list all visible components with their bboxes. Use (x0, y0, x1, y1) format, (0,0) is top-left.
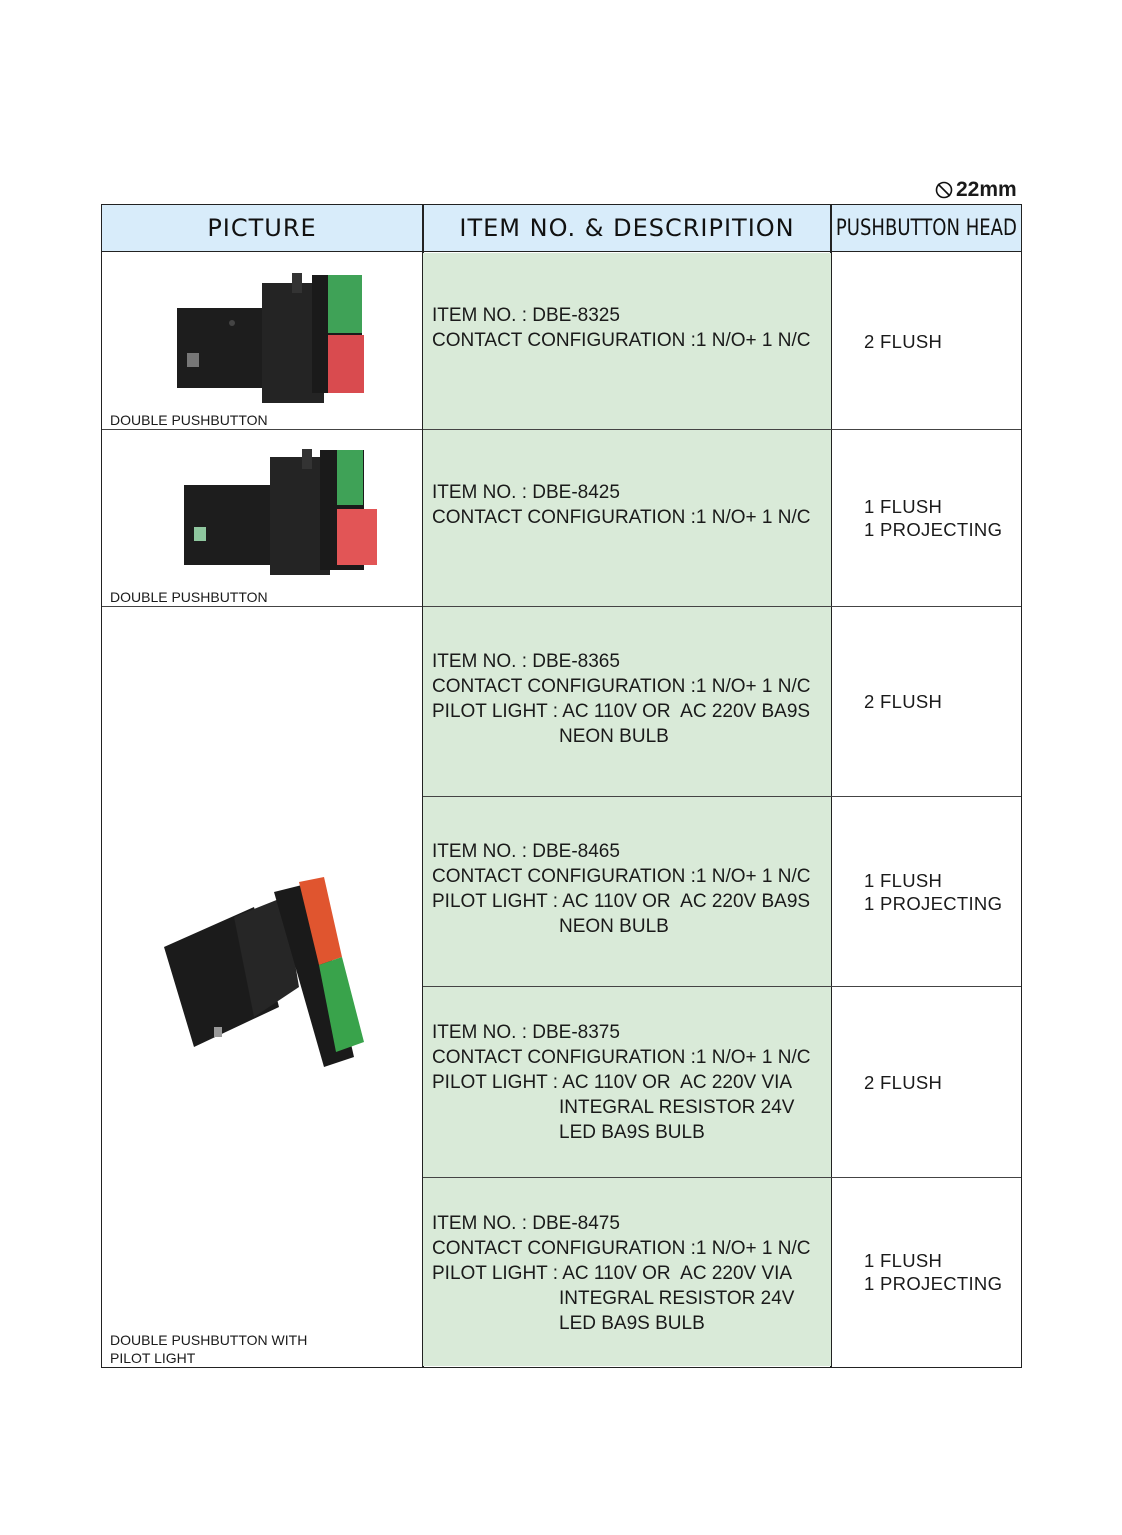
item-description-cell (423, 253, 831, 429)
description-line: CONTACT CONFIGURATION :1 N/O+ 1 N/C (432, 866, 811, 887)
description-line: NEON BULB (559, 726, 669, 747)
product-table (101, 204, 1022, 1368)
pushbutton-head-value: 1 FLUSH (864, 496, 943, 517)
double-pushbutton-projecting-image (172, 435, 412, 585)
description-line: LED BA9S BULB (559, 1122, 705, 1143)
pushbutton-head-value: 1 PROJECTING (864, 1273, 1003, 1294)
item-description-cell (423, 987, 831, 1177)
description-line: LED BA9S BULB (559, 1313, 705, 1334)
header-pushbutton-head-cell (832, 205, 1021, 252)
description-line: CONTACT CONFIGURATION :1 N/O+ 1 N/C (432, 1238, 811, 1259)
header-item: ITEM NO. & DESCRIPITION (423, 205, 831, 252)
pushbutton-head-value: 1 PROJECTING (864, 892, 1003, 914)
description-line: PILOT LIGHT : AC 110V OR AC 220V BA9S (432, 701, 811, 722)
picture-caption-line1: DOUBLE PUSHBUTTON WITH (110, 1332, 308, 1348)
diameter-label (934, 178, 1017, 202)
description-line: PILOT LIGHT : AC 110V OR AC 220V VIA (432, 1263, 793, 1284)
pushbutton-head-cell (832, 253, 1021, 429)
item-description-cell (423, 430, 831, 606)
pushbutton-head-value: 1 FLUSH (864, 869, 943, 891)
double-pushbutton-pilot-image (124, 837, 384, 1077)
picture-cell-pilot (102, 607, 422, 1366)
row-divider (102, 429, 422, 430)
item-number: ITEM NO. : DBE-8475 (432, 1213, 620, 1234)
pushbutton-head-value: 1 FLUSH (864, 1250, 943, 1271)
item-number: ITEM NO. : DBE-8365 (432, 651, 620, 672)
description-line: CONTACT CONFIGURATION :1 N/O+ 1 N/C (432, 507, 811, 528)
pushbutton-head-cell (832, 430, 1021, 606)
pushbutton-head-value: 1 PROJECTING (864, 519, 1003, 540)
size-value: 22mm (956, 178, 1017, 201)
pushbutton-head-cell (832, 607, 1021, 796)
item-description-cell (423, 607, 831, 796)
item-number: ITEM NO. : DBE-8425 (432, 482, 620, 503)
picture-caption: DOUBLE PUSHBUTTON (110, 412, 268, 428)
pushbutton-head-value: 2 FLUSH (864, 330, 943, 352)
item-number: ITEM NO. : DBE-8465 (432, 841, 620, 862)
picture-caption-line2: PILOT LIGHT (110, 1350, 196, 1366)
row-divider (102, 606, 422, 607)
diameter-icon (934, 180, 954, 200)
description-line: PILOT LIGHT : AC 110V OR AC 220V VIA (432, 1072, 793, 1093)
description-line: CONTACT CONFIGURATION :1 N/O+ 1 N/C (432, 330, 811, 351)
pushbutton-head-cell (832, 1178, 1021, 1366)
double-pushbutton-image (162, 263, 402, 413)
pushbutton-head-value: 2 FLUSH (864, 1071, 943, 1093)
description-line: INTEGRAL RESISTOR 24V (559, 1097, 795, 1118)
pushbutton-head-value: 2 FLUSH (864, 691, 943, 712)
picture-cell-1 (102, 253, 422, 429)
item-description-cell (423, 1178, 831, 1366)
description-line: PILOT LIGHT : AC 110V OR AC 220V BA9S (432, 891, 811, 912)
item-number: ITEM NO. : DBE-8325 (432, 305, 620, 326)
item-description-cell (423, 797, 831, 986)
description-line: NEON BULB (559, 916, 669, 937)
description-line: CONTACT CONFIGURATION :1 N/O+ 1 N/C (432, 676, 811, 697)
picture-caption: DOUBLE PUSHBUTTON (110, 589, 268, 605)
pushbutton-head-cell (832, 987, 1021, 1177)
item-number: ITEM NO. : DBE-8375 (432, 1022, 620, 1043)
header-pushbutton-head: PUSHBUTTON HEAD (835, 215, 1018, 241)
pushbutton-head-cell (832, 797, 1021, 986)
description-line: CONTACT CONFIGURATION :1 N/O+ 1 N/C (432, 1047, 811, 1068)
picture-cell-2 (102, 430, 422, 606)
description-line: INTEGRAL RESISTOR 24V (559, 1288, 795, 1309)
header-picture: PICTURE (102, 205, 422, 252)
